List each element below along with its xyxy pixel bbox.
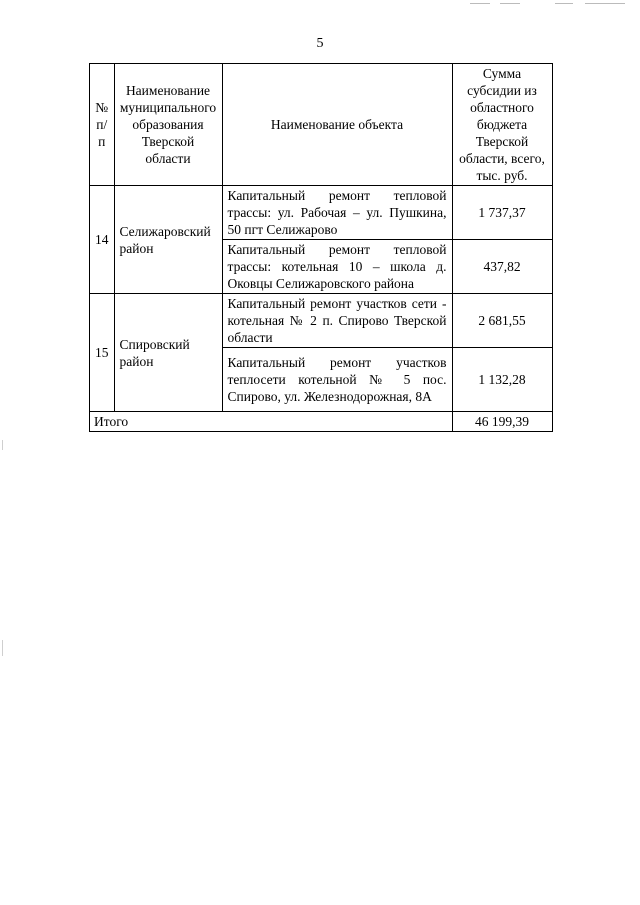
scan-artifact-line bbox=[470, 3, 490, 4]
header-object: Наименование объекта bbox=[222, 64, 452, 186]
row-number: 14 bbox=[90, 186, 115, 294]
scan-artifact-line bbox=[585, 3, 625, 4]
page-number: 5 bbox=[316, 36, 324, 51]
subsidy-sum: 1 132,28 bbox=[452, 348, 552, 412]
total-sum: 46 199,39 bbox=[452, 412, 552, 432]
table-row bbox=[90, 186, 553, 240]
object-name: Капитальный ремонт тепловой трассы: котельная 10 – школа д. Оковцы Селижаровского района bbox=[222, 240, 452, 294]
object-name: Капитальный ремонт участков теплосети котельной № 5 пос. Спирово, ул. Железнодорожная, 8А bbox=[222, 348, 452, 412]
municipality-name: Спировский район bbox=[114, 294, 222, 412]
table-row bbox=[90, 294, 553, 348]
scan-artifact-line bbox=[555, 3, 573, 4]
subsidy-table bbox=[89, 63, 553, 432]
total-label: Итого bbox=[90, 412, 453, 432]
row-number: 15 bbox=[90, 294, 115, 412]
scan-edge-mark bbox=[2, 640, 3, 656]
subsidy-sum: 2 681,55 bbox=[452, 294, 552, 348]
scan-edge-mark bbox=[2, 440, 3, 450]
table-header-row bbox=[90, 64, 553, 186]
subsidy-sum: 1 737,37 bbox=[452, 186, 552, 240]
object-name: Капитальный ремонт тепловой трассы: ул. Рабочая – ул. Пушкина, 50 пгт Селижарово bbox=[222, 186, 452, 240]
object-name: Капитальный ремонт участков сети - котельная № 2 п. Спирово Тверской области bbox=[222, 294, 452, 348]
municipality-name: Селижаровский район bbox=[114, 186, 222, 294]
total-row bbox=[90, 412, 553, 432]
header-num: № п/п bbox=[90, 64, 115, 186]
scan-artifact-line bbox=[500, 3, 520, 4]
subsidy-sum: 437,82 bbox=[452, 240, 552, 294]
header-sum: Сумма субсидии из областного бюджета Тверской области, всего, тыс. руб. bbox=[452, 64, 552, 186]
header-municipality: Наименование муниципального образования Тверской области bbox=[114, 64, 222, 186]
